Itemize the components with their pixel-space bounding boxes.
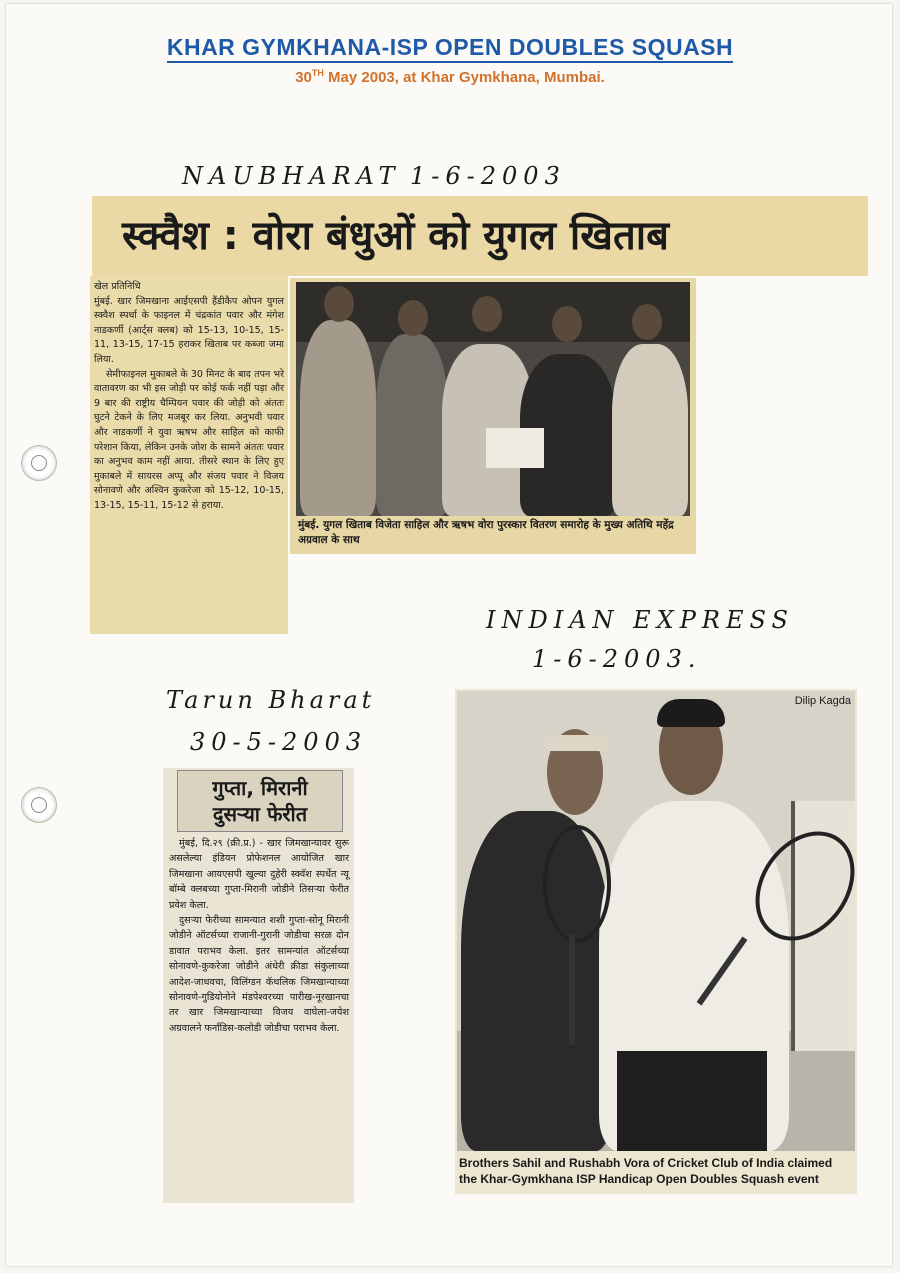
navbharat-photo-caption: मुंबई. युगल खिताब विजेता साहिल और ऋषभ वोरा पुरस्कार वितरण समारोह के मुख्य अतिथि महेंद्र अग्रवाल के साथ <box>298 519 674 546</box>
handwritten-source-express: INDIAN EXPRESS <box>486 606 794 634</box>
express-photo <box>457 691 855 1151</box>
handwritten-date-navbharat: 1-6-2003 <box>410 162 566 190</box>
navbharat-byline: खेल प्रतिनिधि <box>94 281 141 292</box>
page-subtitle <box>0 68 900 86</box>
event-date-day: 30 <box>295 69 312 86</box>
navbharat-headline-strip <box>92 196 868 276</box>
express-photo-credit: Dilip Kagda <box>794 695 851 707</box>
tarun-article-body <box>169 836 349 1036</box>
navbharat-para-1: मुंबई. खार जिमखाना आईएसपी हैंडीकैप ओपन युगल स्क्वैश स्पर्धा के फाइनल में चंद्रकांत पवार और मंगेश नाडकर्णी (आर्ट्स क्लब) को 15-13, 10-15, 15-11, 13-15, 17-15 हराकर खिताब पर कब्जा जमा लिया. <box>94 295 284 365</box>
navbharat-headline: स्क्वैश : वोरा बंधुओं को युगल खिताब <box>122 213 669 259</box>
tarun-headline-box <box>177 770 343 832</box>
handwritten-date-tarun: 30-5-2003 <box>190 728 368 756</box>
handwritten-source-tarun: Tarun Bharat <box>166 686 376 714</box>
navbharat-article <box>90 276 288 634</box>
navbharat-article-body <box>94 280 284 514</box>
punch-hole-bottom <box>21 787 57 823</box>
event-date-sup: TH <box>311 68 324 78</box>
tarun-para-2: दुसऱ्या फेरीच्या सामन्यात शशी गुप्ता-सोनू मिरानी जोडीने ऑटर्सच्या राजानी-गुरानी जोडीचा सरळ दोन डावात पराभव केला. इतर सामन्यांत ऑटर्सच्या सोनावणे-कुकरेजा जोडीने अंधेरी क्रीडा संकुलाच्या आदेश-जाधवचा, विलिंग्डन कॅथलिक जिमखान्याच्या सोनावणे-गुडियोनोने मंडपेश्वरच्या पारीख-नूरखानचा तर खार जिमखान्याच्या विजय वाघेला-जयेश अग्रवालने फर्नांडिस-कलोडी जोडीचा पराभव केला. <box>169 915 349 1034</box>
navbharat-photo <box>296 282 690 516</box>
punch-hole-top <box>21 445 57 481</box>
express-clip <box>455 689 857 1194</box>
page-title-text: KHAR GYMKHANA-ISP OPEN DOUBLES SQUASH <box>167 34 733 63</box>
navbharat-para-2: सेमीफाइनल मुकाबले के 30 मिनट के बाद तपन भरे वातावरण का भी इस जोड़ी पर कोई फर्क नहीं पड़ा और 9 बार की राष्ट्रीय चैम्पियन पवार की जोड़ी को अंततः घुटने टेकने के लिए मजबूर कर लिया. अनुभवी पवार और नाडकर्णी ने युवा ऋषभ और साहिल को काफी परेशान किया, लेकिन उनके जोश के सामने अंततः पवार का अनुभव काम नहीं आया. तीसरे स्थान के लिए हुए मुकाबले में सायरस अप्पू और संजय पवार ने विजय सोनावणे और अश्विन कुकरेजा को 15-12, 10-15, 13-15, 15-11, 15-12 से हराया. <box>94 368 284 511</box>
page-title <box>0 34 900 61</box>
tarun-headline-line2: दुसऱ्या फेरीत <box>212 802 308 826</box>
navbharat-photo-clip <box>290 278 696 554</box>
tarun-clip <box>163 768 354 1203</box>
handwritten-date-express: 1-6-2003. <box>532 645 702 673</box>
express-caption: Brothers Sahil and Rushabh Vora of Cricket Club of India claimed the Khar-Gymkhana ISP Handicap Open Doubles Squash event <box>459 1156 833 1186</box>
tarun-headline-line1: गुप्ता, मिरानी <box>212 776 308 800</box>
event-date-rest: May 2003, at Khar Gymkhana, Mumbai. <box>323 69 605 86</box>
handwritten-source-navbharat: NAUBHARAT <box>182 162 401 190</box>
tarun-para-1: मुंबई, दि.२९ (क्री.प्र.) - खार जिमखान्यावर सुरू असलेल्या इंडियन प्रोफेशनल आयोजित खार जिमखाना आयएसपी खुल्या दुहेरी स्क्वॅश स्पर्धेत न्यू बॉम्बे क्लबच्या गुप्ता-मिरानी जोडीने तिसऱ्या फेरीत प्रवेश केला. <box>169 838 349 911</box>
